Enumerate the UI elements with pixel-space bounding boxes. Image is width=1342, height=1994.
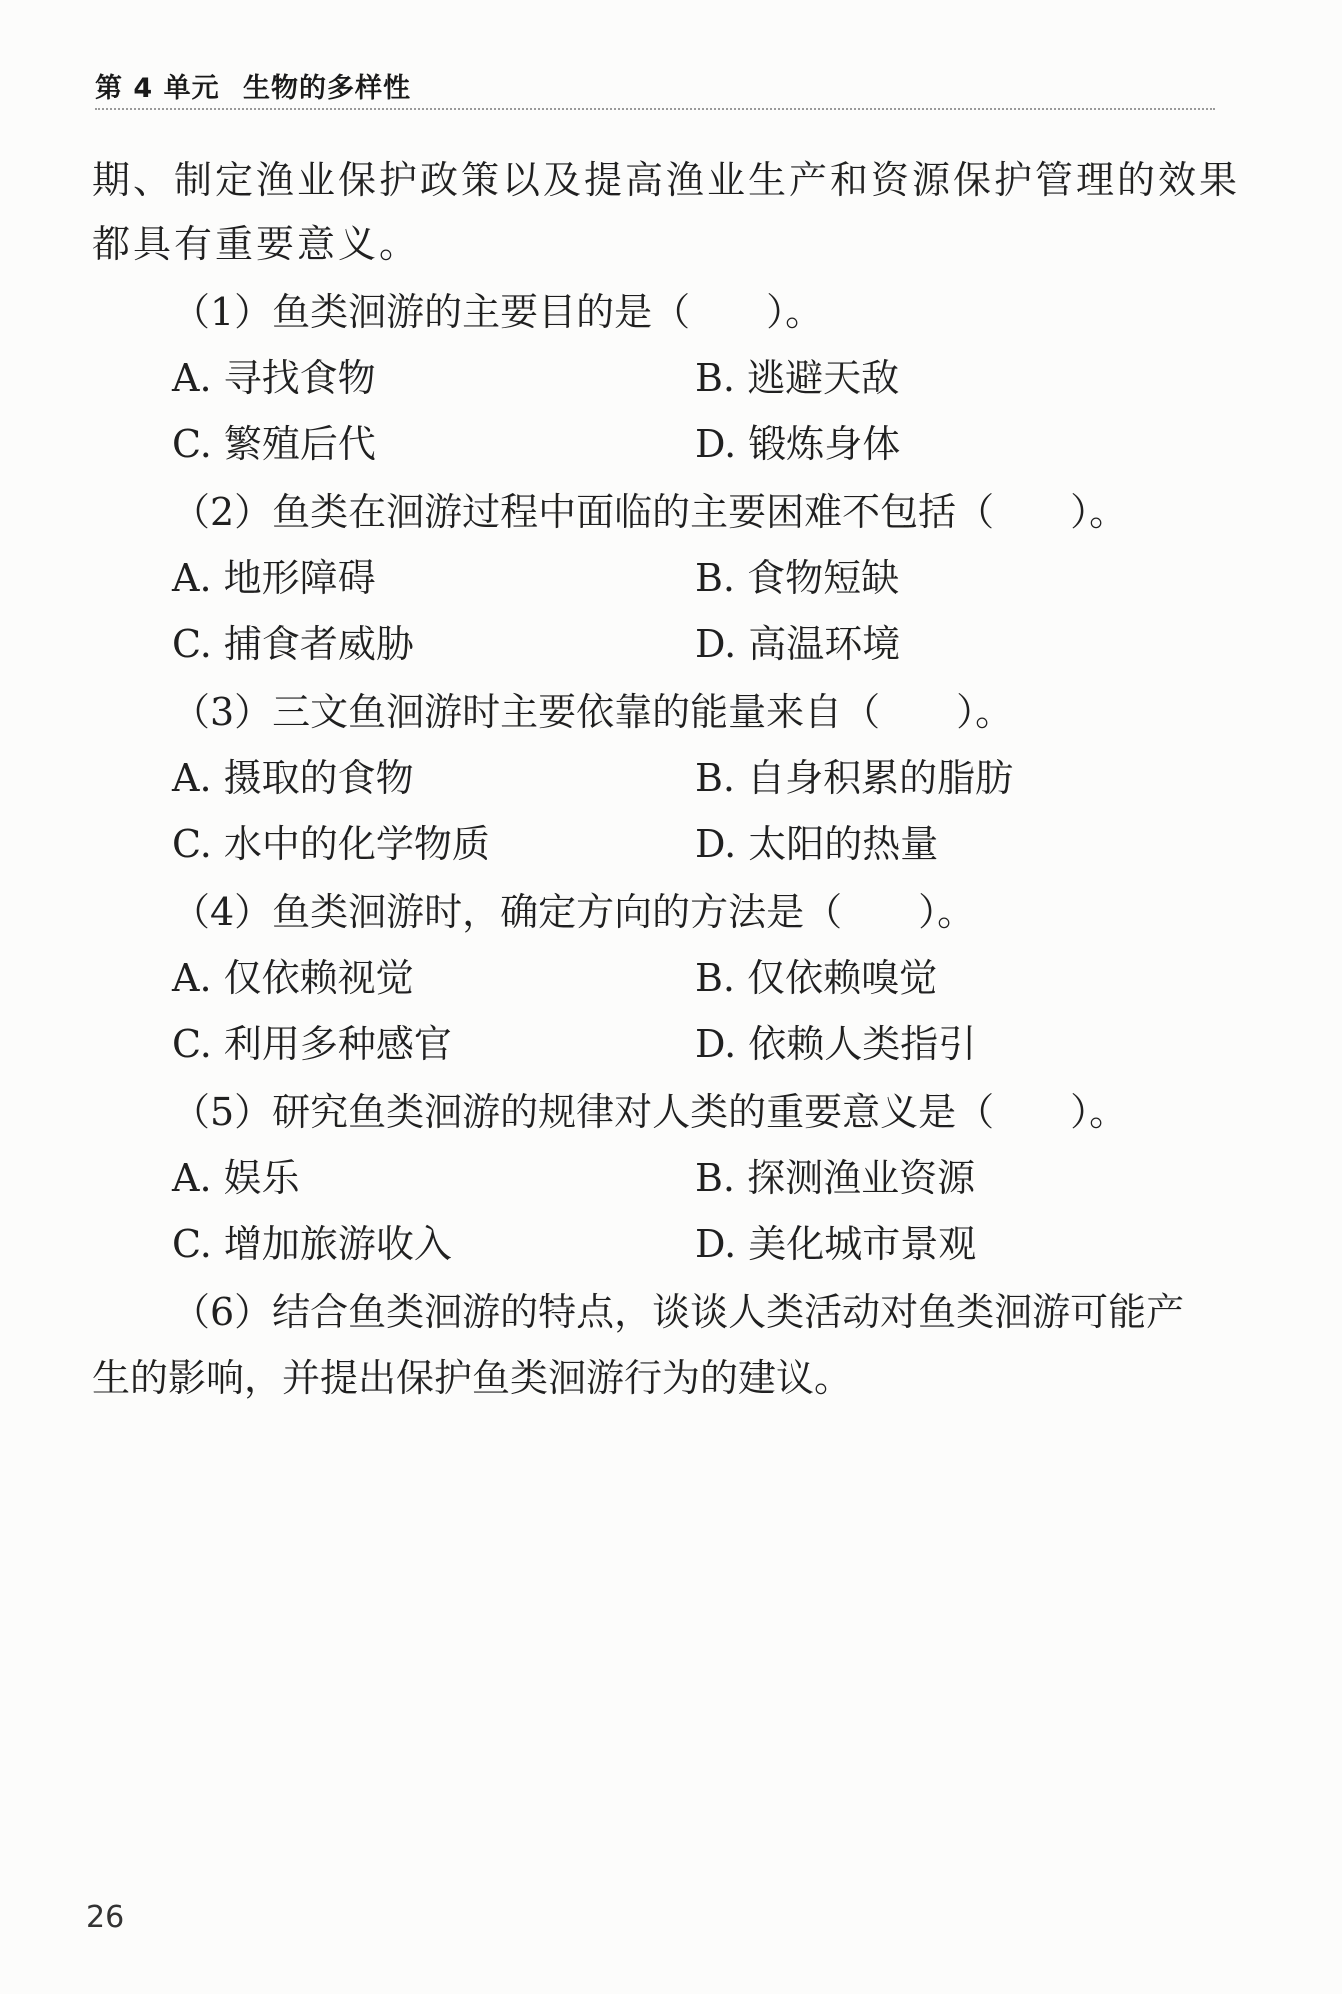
page-number: 26	[86, 1900, 125, 1935]
question-2-option-c: C. 捕食者威胁	[172, 622, 414, 666]
question-4-option-d: D. 依赖人类指引	[695, 1022, 977, 1066]
question-6-line-1: （6）结合鱼类洄游的特点，谈谈人类活动对鱼类洄游可能产	[172, 1290, 1185, 1334]
question-3-option-c: C. 水中的化学物质	[172, 822, 490, 866]
question-3-option-b: B. 自身积累的脂肪	[695, 756, 1014, 800]
question-5-option-b: B. 探测渔业资源	[695, 1156, 976, 1200]
question-4-option-a: A. 仅依赖视觉	[172, 956, 414, 1000]
unit-title: 生物的多样性	[243, 73, 411, 104]
question-4-stem: （4）鱼类洄游时，确定方向的方法是（ ）。	[172, 890, 976, 934]
question-5-option-d: D. 美化城市景观	[695, 1222, 977, 1266]
unit-label: 第 4 单元	[95, 73, 220, 104]
question-1-stem: （1）鱼类洄游的主要目的是（ ）。	[172, 290, 824, 334]
question-4-option-c: C. 利用多种感官	[172, 1022, 452, 1066]
intro-line-2: 都具有重要意义。	[92, 222, 421, 266]
question-1-option-b: B. 逃避天敌	[695, 356, 900, 400]
question-5-stem: （5）研究鱼类洄游的规律对人类的重要意义是（ ）。	[172, 1090, 1128, 1134]
question-1-option-c: C. 繁殖后代	[172, 422, 376, 466]
question-2-option-d: D. 高温环境	[695, 622, 901, 666]
question-3-option-a: A. 摄取的食物	[172, 756, 414, 800]
question-2-option-a: A. 地形障碍	[172, 556, 376, 600]
question-1-option-a: A. 寻找食物	[172, 356, 376, 400]
question-3-stem: （3）三文鱼洄游时主要依靠的能量来自（ ）。	[172, 690, 1014, 734]
question-1-option-d: D. 锻炼身体	[695, 422, 901, 466]
question-3-option-d: D. 太阳的热量	[695, 822, 939, 866]
page-header	[95, 62, 1215, 110]
question-6-line-2: 生的影响，并提出保护鱼类洄游行为的建议。	[92, 1356, 853, 1400]
question-2-stem: （2）鱼类在洄游过程中面临的主要困难不包括（ ）。	[172, 490, 1128, 534]
question-4-option-b: B. 仅依赖嗅觉	[695, 956, 938, 1000]
question-2-option-b: B. 食物短缺	[695, 556, 900, 600]
question-5-option-a: A. 娱乐	[172, 1156, 300, 1200]
question-5-option-c: C. 增加旅游收入	[172, 1222, 452, 1266]
intro-line-1: 期、制定渔业保护政策以及提高渔业生产和资源保护管理的效果	[92, 158, 1241, 202]
